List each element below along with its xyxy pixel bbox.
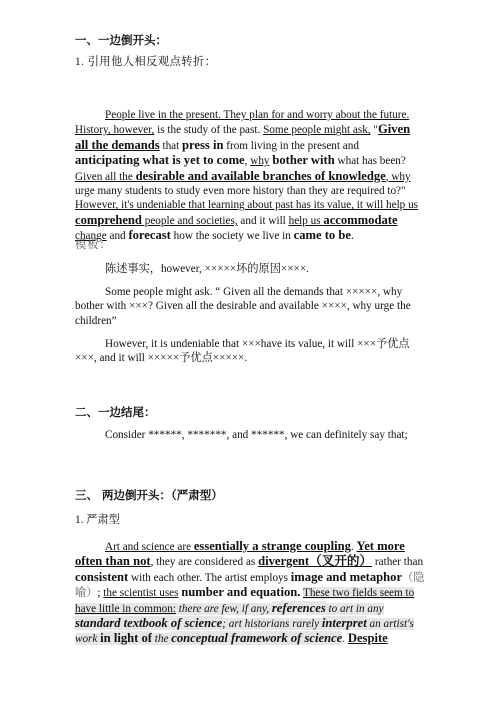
section1-subheading: 1. 引用他人相反观点转折： xyxy=(75,56,217,68)
text-run: " xyxy=(370,124,378,137)
template-line-2: Some people might ask. “ Given all the demands that ×××××, why bother with ×××? Given all the desirable and available ××××, why urge the children” xyxy=(75,286,411,327)
text-run: standard textbook of science xyxy=(75,616,223,631)
template-line-1: 陈述事实，however, ×××××坏的原因××××. xyxy=(105,263,309,275)
text-run: conceptual framework of science xyxy=(171,631,343,646)
text-run: to art in any xyxy=(325,602,384,615)
text-run: why xyxy=(391,170,411,183)
text-run: people and societies, xyxy=(141,214,238,227)
text-run: Despite xyxy=(347,631,388,646)
text-run: in light of xyxy=(100,631,152,646)
text-run: Art and science are xyxy=(105,541,194,553)
text-run: and xyxy=(106,230,129,243)
example-paragraph-1 xyxy=(75,108,425,244)
text-run: However, it's undeniable that learning about past has its value, it will help us xyxy=(75,199,419,212)
text-run: why xyxy=(250,155,270,168)
template-label: 模板： xyxy=(75,239,112,251)
text-run: help us xyxy=(288,214,324,227)
text-run: came to be xyxy=(293,228,351,243)
text-run: there are few, if any, xyxy=(175,602,272,615)
text-run: bother with xyxy=(272,153,335,168)
text-run: references xyxy=(271,600,326,615)
text-run: forecast xyxy=(128,228,171,243)
text-run: Given all the xyxy=(75,170,136,183)
text-run: ; art historians rarely xyxy=(222,618,322,631)
text-run: how the society we live in xyxy=(170,230,294,243)
text-run: Yet more often than not xyxy=(75,539,405,569)
text-run: （隐喻） xyxy=(75,571,425,600)
text-run: image and metaphor xyxy=(290,569,403,584)
text-run: divergent（叉开的） xyxy=(258,554,373,569)
text-run: , they are considered as xyxy=(150,556,259,569)
text-run: Given all the demands xyxy=(75,122,411,152)
text-run: an artist's work xyxy=(75,618,414,646)
text-run: urge many students to study even more history than they are required to?" xyxy=(75,185,406,198)
section2-text: Consider ******, *******, and ******, we can definitely say that; xyxy=(105,429,408,441)
text-run: People live in the present. They plan for and worry about the future. History, xyxy=(75,109,410,137)
text-run: . xyxy=(342,633,348,646)
text-run: accommodate xyxy=(323,212,398,227)
text-run: consistent xyxy=(75,569,129,584)
text-run: desirable and available branches of knowledge xyxy=(135,168,386,183)
section1-heading: 一、一边倒开头： xyxy=(75,33,167,47)
text-run: change xyxy=(75,230,107,243)
text-run: the scientist uses xyxy=(103,587,179,600)
text-run: anticipating what is yet to come xyxy=(75,153,245,168)
text-run: comprehend xyxy=(75,212,142,227)
text-run: rather than xyxy=(372,556,424,569)
text-run: interpret xyxy=(321,616,367,631)
text-run: number and equation. xyxy=(181,585,301,600)
text-run: essentially a strange coupling xyxy=(193,539,351,553)
text-run: what has been? xyxy=(334,155,406,168)
text-run: Some people might ask, xyxy=(263,124,371,137)
text-run: that xyxy=(159,139,183,152)
text-run: with each other. The artist employs xyxy=(128,571,291,584)
text-run: from living in the present and xyxy=(223,139,359,152)
example-paragraph-2 xyxy=(75,539,425,647)
text-run: . xyxy=(350,541,357,553)
text-run: however, xyxy=(113,124,155,137)
text-run: . xyxy=(350,230,354,243)
text-run: ; xyxy=(97,587,104,600)
text-run: These two fields seem to have little in common: xyxy=(75,587,415,615)
text-run: press in xyxy=(182,137,224,152)
section2-heading: 二、一边结尾： xyxy=(75,405,156,419)
text-run: , xyxy=(244,155,251,168)
text-run: , xyxy=(385,170,392,183)
template-line-3: However, it is undeniable that ×××have its value, it will ×××予优点×××, and it will ×××××予优点×××××. xyxy=(75,338,410,365)
section3-subheading: 1. 严肃型 xyxy=(75,514,120,526)
section3-heading: 三、 两边倒开头：（严肃型） xyxy=(75,488,223,502)
text-run: is the study of the past. xyxy=(154,124,264,137)
text-run: the xyxy=(151,633,172,646)
text-run: and it will xyxy=(237,214,289,227)
